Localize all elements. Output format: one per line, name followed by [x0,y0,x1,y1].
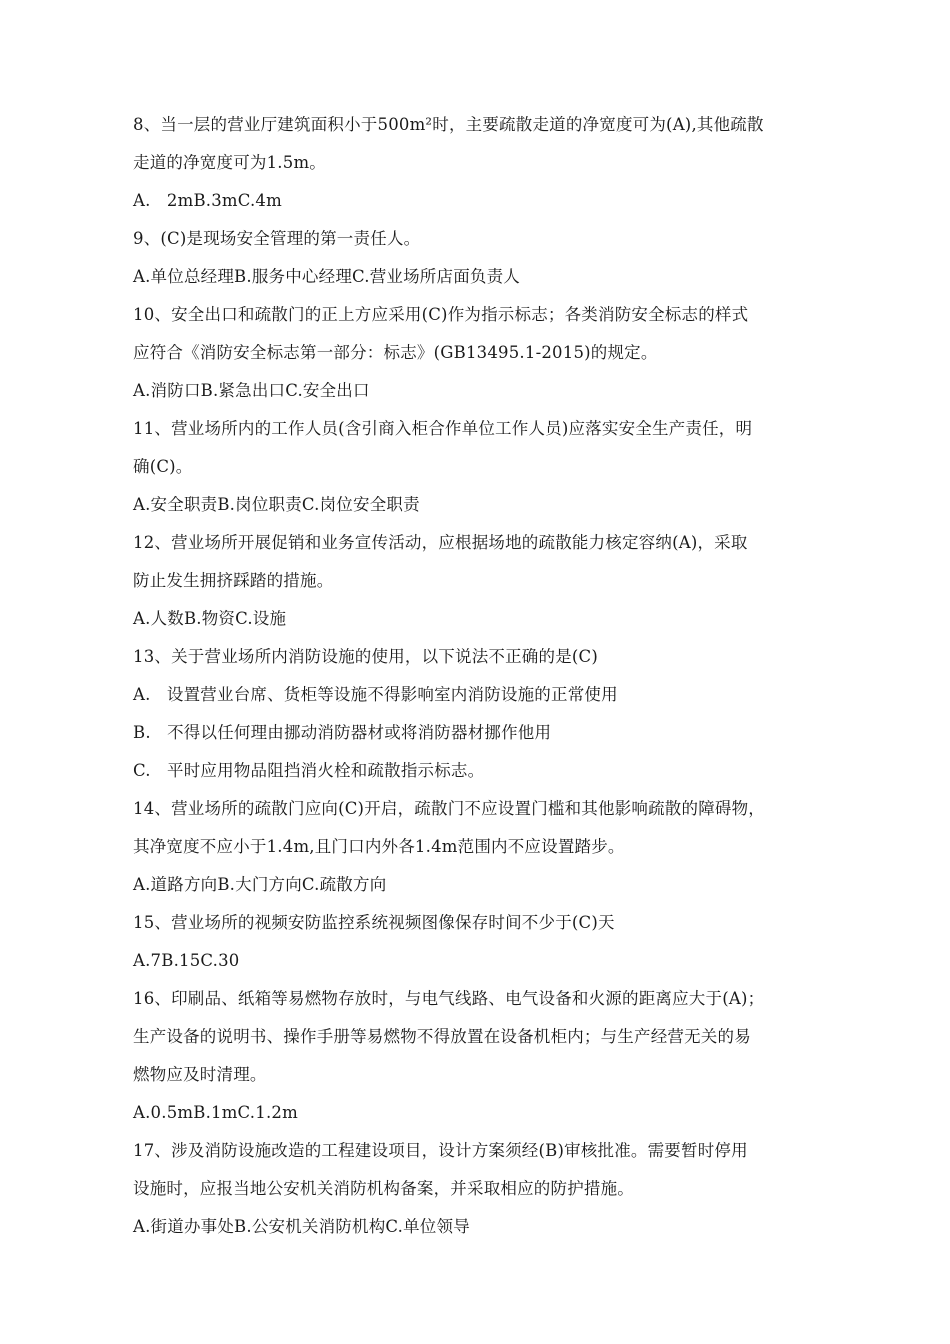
answer-options: A.0.5mB.1mC.1.2m [133,1103,298,1122]
text-line: 8、当一层的营业厅建筑面积小于500m²时，主要疏散走道的净宽度可为(A),其他疏散 [133,115,764,134]
answer-options: A.消防口B.紧急出口C.安全出口 [133,381,370,400]
answer-option: A. 设置营业台席、货柜等设施不得影响室内消防设施的正常使用 [133,685,618,704]
answer-options: A.7B.15C.30 [133,951,240,970]
text-line: 10、安全出口和疏散门的正上方应采用(C)作为指示标志；各类消防安全标志的样式 [133,305,749,324]
text-line: 走道的净宽度可为1.5m。 [133,153,326,172]
answer-options: A.人数B.物资C.设施 [133,609,287,628]
text-line: 生产设备的说明书、操作手册等易燃物不得放置在设备机柜内；与生产经营无关的易 [133,1027,751,1046]
text-line: 17、涉及消防设施改造的工程建设项目，设计方案须经(B)审核批准。需要暂时停用 [133,1141,748,1160]
text-line: 14、营业场所的疏散门应向(C)开启，疏散门不应设置门槛和其他影响疏散的障碍物， [133,799,765,818]
text-line: 11、营业场所内的工作人员(含引商入柜合作单位工作人员)应落实安全生产责任，明 [133,419,753,438]
question-list [133,106,845,1246]
text-line: 15、营业场所的视频安防监控系统视频图像保存时间不少于(C)天 [133,913,615,932]
text-line: 13、关于营业场所内消防设施的使用，以下说法不正确的是(C) [133,647,598,666]
text-line: 设施时，应报当地公安机关消防机构备案，并采取相应的防护措施。 [133,1179,634,1198]
text-line: 燃物应及时清理。 [133,1065,267,1084]
text-line: 12、营业场所开展促销和业务宣传活动，应根据场地的疏散能力核定容纳(A)，采取 [133,533,748,552]
text-line: 应符合《消防安全标志第一部分：标志》(GB13495.1-2015)的规定。 [133,343,658,362]
answer-options: A.安全职责B.岗位职责C.岗位安全职责 [133,495,420,514]
text-line: 16、印刷品、纸箱等易燃物存放时，与电气线路、电气设备和火源的距离应大于(A)； [133,989,765,1008]
answer-options: A. 2mB.3mC.4m [133,191,282,210]
answer-option: B. 不得以任何理由挪动消防器材或将消防器材挪作他用 [133,723,552,742]
text-line: 防止发生拥挤踩踏的措施。 [133,571,334,590]
text-line: 确(C)。 [133,457,193,476]
answer-options: A.道路方向B.大门方向C.疏散方向 [133,875,387,894]
answer-options: A.街道办事处B.公安机关消防机构C.单位领导 [133,1217,470,1236]
text-line: 其净宽度不应小于1.4m,且门口内外各1.4m范围内不应设置踏步。 [133,837,625,856]
answer-options: A.单位总经理B.服务中心经理C.营业场所店面负责人 [133,267,521,286]
text-line: 9、(C)是现场安全管理的第一责任人。 [133,229,421,248]
answer-option: C. 平时应用物品阻挡消火栓和疏散指示标志。 [133,761,485,780]
